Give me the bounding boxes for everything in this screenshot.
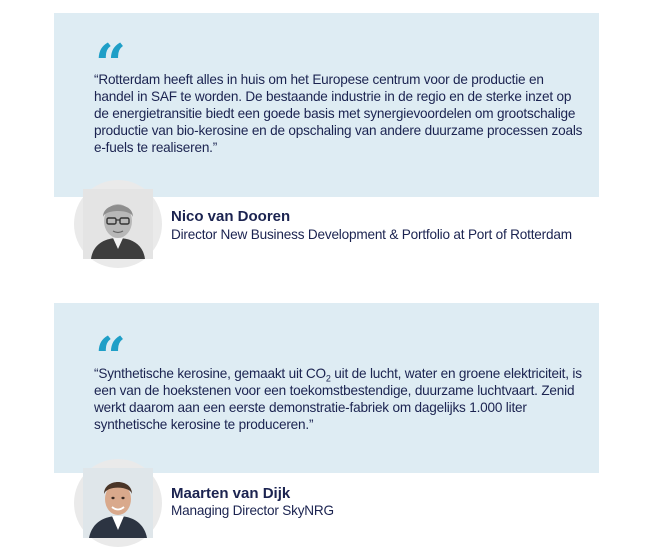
avatar-frame — [74, 180, 162, 268]
avatar-frame — [74, 459, 162, 547]
avatar — [83, 189, 153, 259]
quote-text: “Synthetische kerosine, gemaakt uit $CO_2$ uit de lucht, water en groene elektriciteit, is een van de hoekstenen voor een toekomstbestendige, duurzame luchtvaart. Zenid werkt daarom aan een eerste demonstratie-fabriek om dagelijks 1.000 liter synthetische kerosine te produceren.” — [94, 366, 582, 432]
author-name: Nico van Dooren — [171, 208, 291, 225]
author-role: Managing Director SkyNRG — [171, 503, 334, 518]
portrait-photo — [83, 189, 153, 259]
quote-icon: “ — [95, 325, 121, 389]
avatar — [83, 468, 153, 538]
portrait-photo — [83, 468, 153, 538]
author-role: Director New Business Development & Portfolio at Port of Rotterdam — [171, 227, 572, 242]
testimonial-card — [54, 13, 599, 197]
quote-text: “Rotterdam heeft alles in huis om het Europese centrum voor de productie en handel in SAF te worden. De bestaande industrie in de regio en de sterke inzet op de energietransitie biedt een goede basis met synergievoordelen om grootschalige productie van bio-kerosine en de opschaling van andere duurzame processen zoals e-fuels te realiseren.” — [94, 72, 583, 155]
author-name: Maarten van Dijk — [171, 485, 291, 502]
testimonial-card — [54, 303, 599, 473]
quote-icon: “ — [95, 32, 121, 96]
